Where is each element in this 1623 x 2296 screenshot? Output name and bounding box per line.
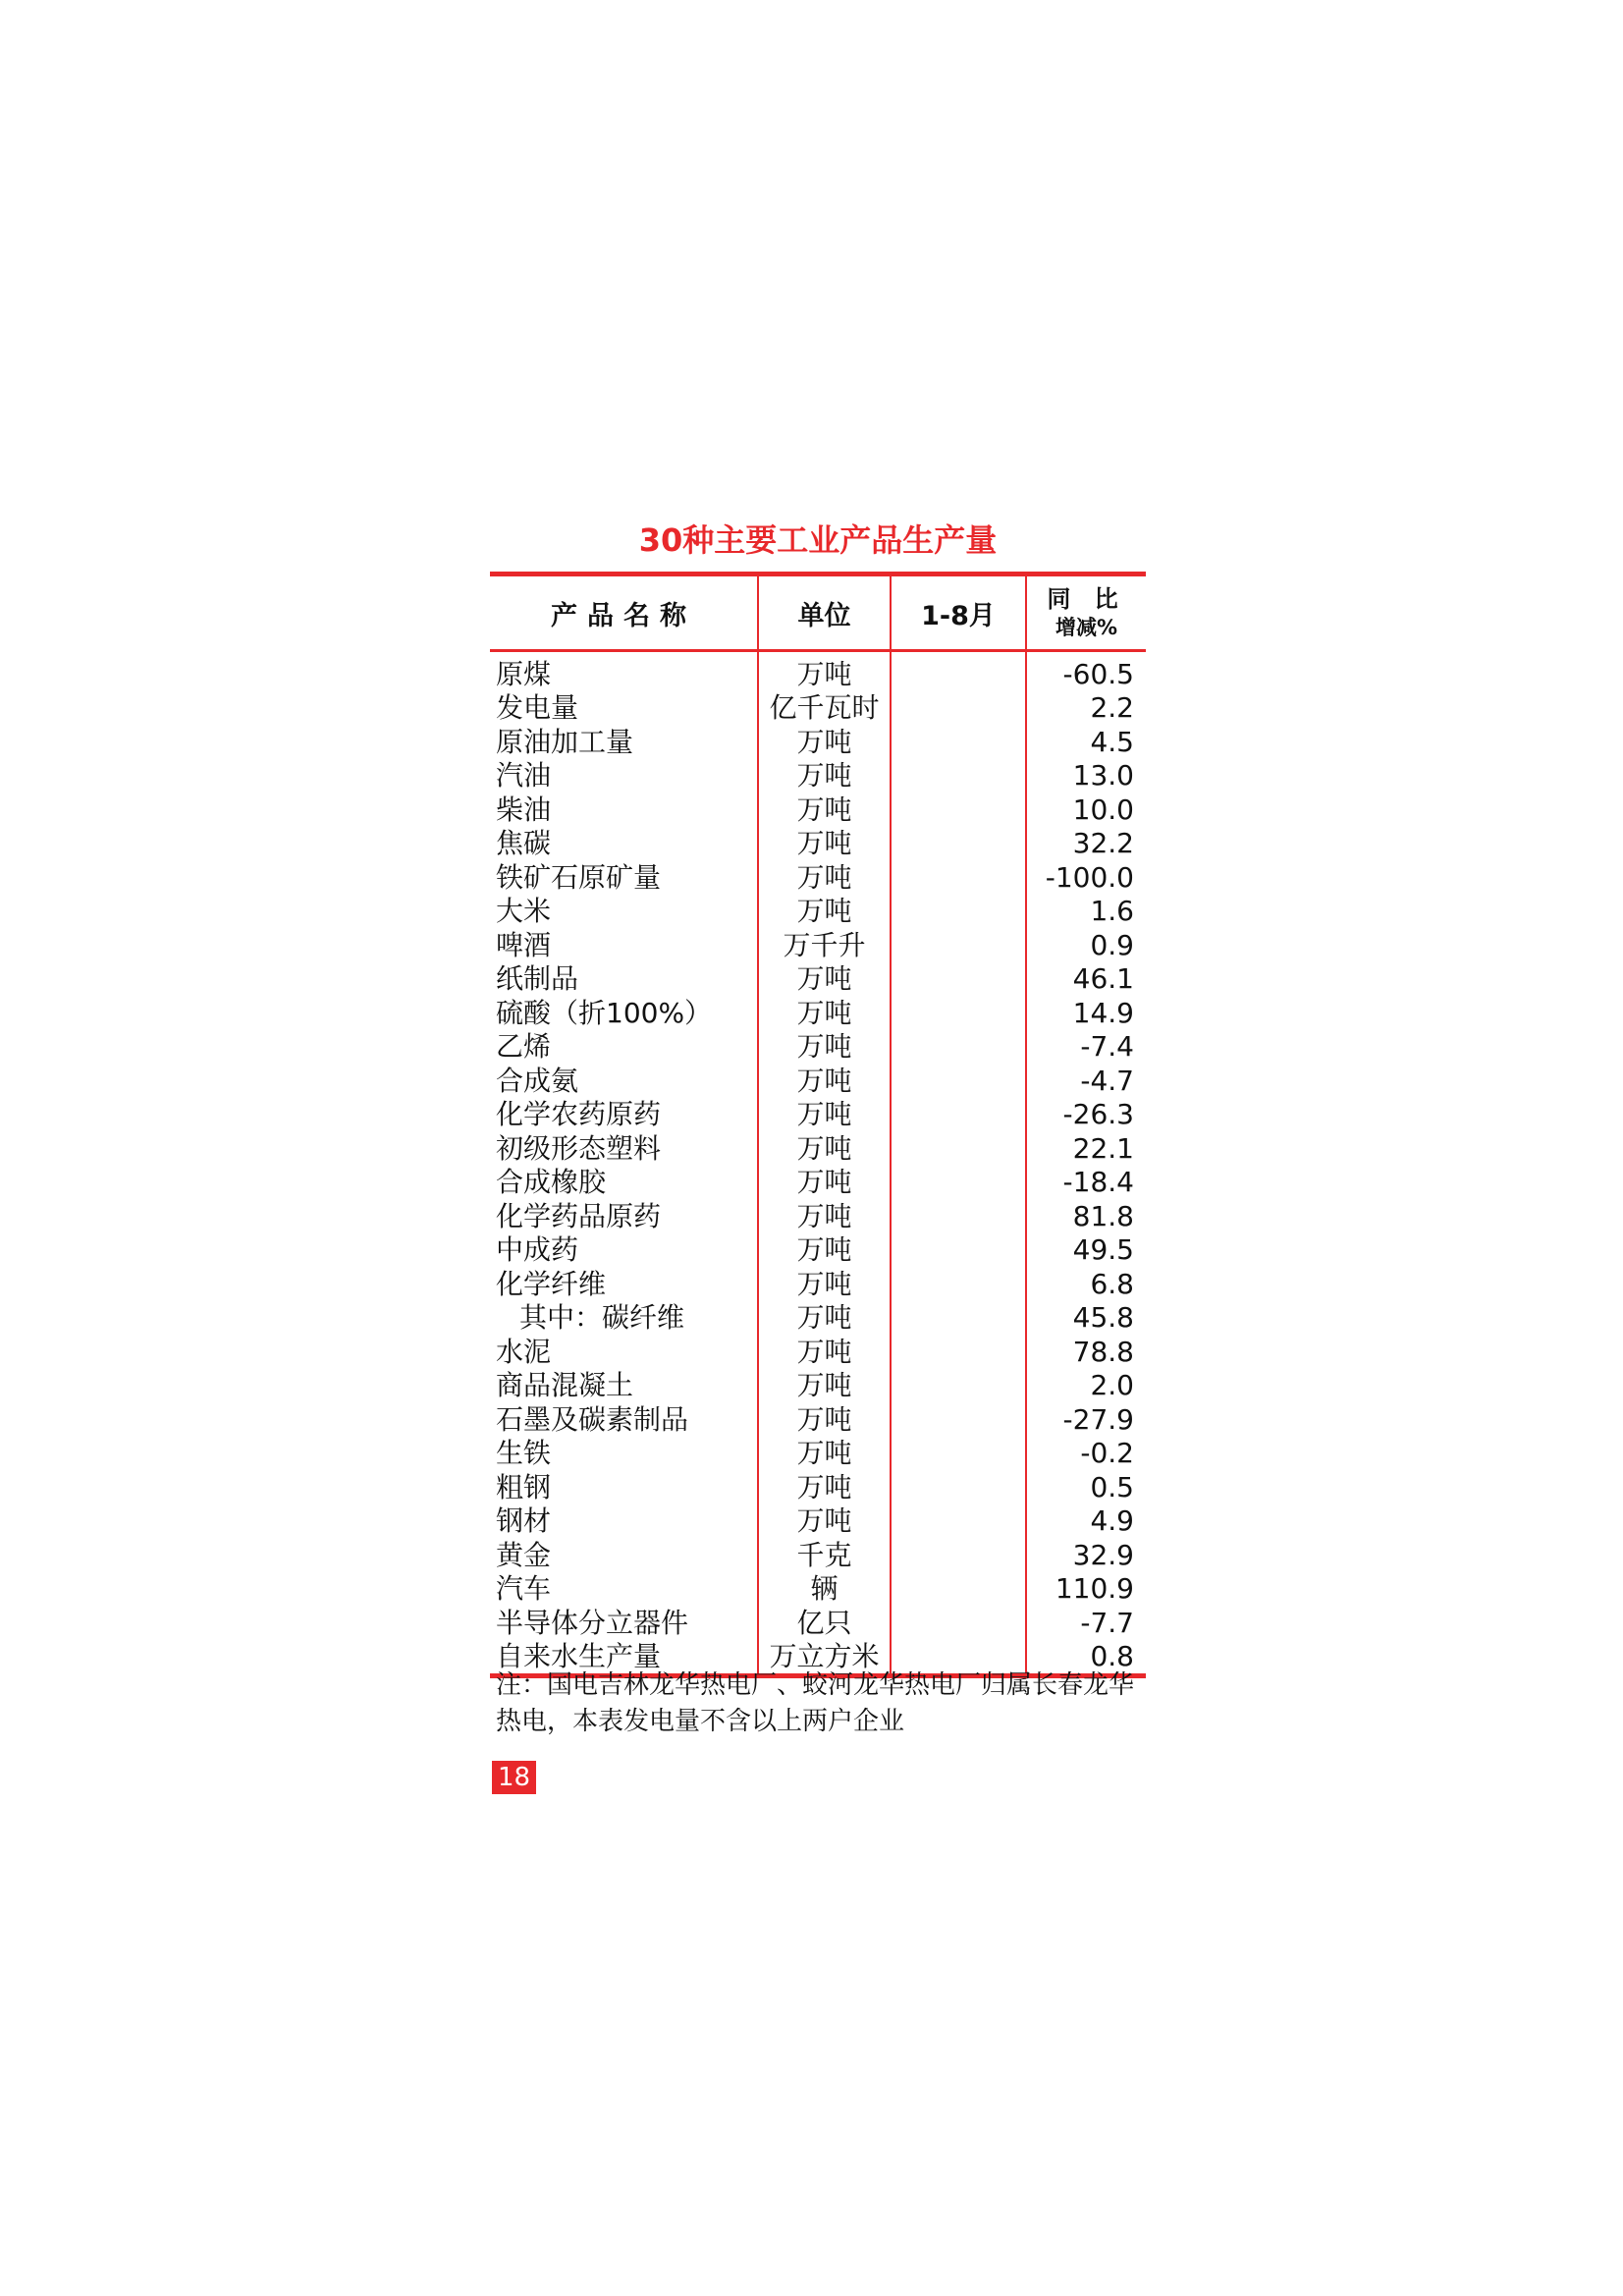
period-value-cell — [891, 895, 1026, 929]
unit-cell: 万吨 — [758, 1098, 891, 1132]
period-value-cell — [891, 929, 1026, 963]
product-name-cell: 黄金 — [496, 1538, 552, 1571]
product-name-cell: 钢材 — [496, 1504, 552, 1538]
yoy-change-cell: 32.2 — [1026, 827, 1146, 861]
table-row — [490, 726, 1146, 760]
table-row — [490, 1132, 1146, 1167]
unit-cell: 万吨 — [758, 1471, 891, 1505]
unit-cell: 万吨 — [758, 1132, 891, 1167]
product-name-cell: 乙烯 — [496, 1030, 552, 1064]
table-row — [490, 962, 1146, 997]
table-row — [490, 793, 1146, 828]
unit-cell: 万吨 — [758, 793, 891, 828]
period-value-cell — [891, 1403, 1026, 1438]
period-value-cell — [891, 1233, 1026, 1268]
product-name-cell: 半导体分立器件 — [496, 1606, 689, 1639]
yoy-change-cell: 6.8 — [1026, 1268, 1146, 1302]
unit-cell: 万吨 — [758, 1065, 891, 1099]
header-period: 1-8月 — [891, 574, 1026, 651]
table-row — [490, 1065, 1146, 1099]
unit-cell: 万吨 — [758, 1166, 891, 1200]
unit-cell: 万吨 — [758, 1504, 891, 1539]
table-row — [490, 929, 1146, 963]
unit-cell: 万吨 — [758, 962, 891, 997]
table-row — [490, 1539, 1146, 1573]
period-value-cell — [891, 1336, 1026, 1370]
unit-cell: 万吨 — [758, 827, 891, 861]
table-row — [490, 651, 1146, 692]
yoy-change-cell: -7.4 — [1026, 1030, 1146, 1065]
header-name: 产品名称 — [490, 574, 758, 651]
table-row — [490, 997, 1146, 1031]
unit-cell: 亿千瓦时 — [758, 691, 891, 726]
yoy-change-cell: 1.6 — [1026, 895, 1146, 929]
product-name-cell: 纸制品 — [496, 962, 579, 996]
yoy-change-cell: 13.0 — [1026, 759, 1146, 793]
yoy-change-cell: -0.2 — [1026, 1437, 1146, 1471]
period-value-cell — [891, 1369, 1026, 1403]
table-row — [490, 1437, 1146, 1471]
product-name-cell: 自来水生产量 — [490, 1640, 758, 1676]
table-row — [490, 1471, 1146, 1505]
product-name-cell: 水泥 — [496, 1335, 552, 1368]
table-row — [490, 1268, 1146, 1302]
yoy-change-cell: 45.8 — [1026, 1301, 1146, 1336]
yoy-change-cell: -27.9 — [1026, 1403, 1146, 1438]
yoy-change-cell: 110.9 — [1026, 1572, 1146, 1607]
table-header — [490, 574, 1146, 651]
header-yoy-line2: 增减% — [1055, 616, 1118, 639]
table-row — [490, 759, 1146, 793]
unit-cell: 千克 — [758, 1539, 891, 1573]
unit-cell: 万吨 — [758, 1030, 891, 1065]
period-value-cell — [891, 1268, 1026, 1302]
yoy-change-cell: 0.9 — [1026, 929, 1146, 963]
yoy-change-cell: -60.5 — [1026, 651, 1146, 692]
page-number: 18 — [492, 1761, 536, 1794]
period-value-cell — [891, 1539, 1026, 1573]
unit-cell: 万吨 — [758, 1336, 891, 1370]
yoy-change-cell: 2.2 — [1026, 691, 1146, 726]
table-row — [490, 1572, 1146, 1607]
table-row — [490, 1030, 1146, 1065]
unit-cell: 万吨 — [758, 1301, 891, 1336]
yoy-change-cell: 22.1 — [1026, 1132, 1146, 1167]
yoy-change-cell: 14.9 — [1026, 997, 1146, 1031]
table-row — [490, 895, 1146, 929]
product-name-cell: 焦碳 — [496, 827, 552, 860]
header-yoy-line1: 同 比 — [1047, 585, 1126, 613]
product-name-cell: 发电量 — [496, 691, 579, 725]
product-name-cell: 汽车 — [496, 1572, 552, 1606]
period-value-cell — [891, 1132, 1026, 1167]
period-value-cell — [891, 1607, 1026, 1641]
yoy-change-cell: 2.0 — [1026, 1369, 1146, 1403]
yoy-change-cell: -100.0 — [1026, 861, 1146, 896]
unit-cell: 万吨 — [758, 651, 891, 692]
footnote: 注：国电吉林龙华热电厂、蛟河龙华热电厂归属长春龙华热电，本表发电量不含以上两户企业 — [496, 1670, 1135, 1736]
table-body — [490, 651, 1146, 1676]
yoy-change-cell: 46.1 — [1026, 962, 1146, 997]
unit-cell: 万吨 — [758, 1437, 891, 1471]
period-value-cell — [891, 1572, 1026, 1607]
product-name-cell: 柴油 — [496, 793, 552, 826]
period-value-cell — [891, 1200, 1026, 1234]
period-value-cell — [891, 1065, 1026, 1099]
yoy-change-cell: -18.4 — [1026, 1166, 1146, 1200]
table-row — [490, 827, 1146, 861]
period-value-cell — [891, 962, 1026, 997]
period-value-cell — [891, 1030, 1026, 1065]
period-value-cell — [891, 827, 1026, 861]
unit-cell: 万吨 — [758, 1268, 891, 1302]
unit-cell: 万吨 — [758, 997, 891, 1031]
period-value-cell — [891, 1301, 1026, 1336]
yoy-change-cell: 4.5 — [1026, 726, 1146, 760]
table-row — [490, 1233, 1146, 1268]
table-row — [490, 1200, 1146, 1234]
unit-cell: 万吨 — [758, 1403, 891, 1438]
unit-cell: 万吨 — [758, 861, 891, 896]
unit-cell: 万吨 — [758, 726, 891, 760]
table-row — [490, 1166, 1146, 1200]
period-value-cell — [891, 1437, 1026, 1471]
period-value-cell — [891, 1504, 1026, 1539]
product-name-cell: 粗钢 — [496, 1470, 552, 1503]
product-name-cell: 铁矿石原矿量 — [496, 860, 662, 894]
period-value-cell — [891, 651, 1026, 692]
unit-cell: 万千升 — [758, 929, 891, 963]
product-name-cell: 中成药 — [496, 1233, 579, 1267]
product-name-cell: 合成氨 — [496, 1064, 579, 1097]
unit-cell: 亿只 — [758, 1607, 891, 1641]
table-row — [490, 1504, 1146, 1539]
product-name-cell: 原煤 — [496, 658, 552, 690]
period-value-cell — [891, 759, 1026, 793]
table-row — [490, 1098, 1146, 1132]
header-yoy — [1026, 574, 1146, 651]
yoy-change-cell: 32.9 — [1026, 1539, 1146, 1573]
industrial-products-table — [490, 572, 1146, 1678]
unit-cell: 万吨 — [758, 759, 891, 793]
yoy-change-cell: -4.7 — [1026, 1065, 1146, 1099]
product-name-cell: 商品混凝土 — [496, 1369, 634, 1402]
period-value-cell — [891, 726, 1026, 760]
unit-cell: 万吨 — [758, 1233, 891, 1268]
unit-cell: 万吨 — [758, 1200, 891, 1234]
period-value-cell — [891, 861, 1026, 896]
product-name-cell: 原油加工量 — [496, 725, 634, 758]
yoy-change-cell: 81.8 — [1026, 1200, 1146, 1234]
table-row — [490, 1607, 1146, 1641]
period-value-cell — [891, 1166, 1026, 1200]
yoy-change-cell: -26.3 — [1026, 1098, 1146, 1132]
table-title: 30种主要工业产品生产量 — [638, 521, 998, 559]
yoy-change-cell: 78.8 — [1026, 1336, 1146, 1370]
product-name-cell: 合成橡胶 — [496, 1166, 607, 1199]
table-row — [490, 1336, 1146, 1370]
product-name-cell: 石墨及碳素制品 — [496, 1402, 689, 1436]
yoy-change-cell: 4.9 — [1026, 1504, 1146, 1539]
yoy-change-cell: 49.5 — [1026, 1233, 1146, 1268]
yoy-change-cell: 10.0 — [1026, 793, 1146, 828]
unit-cell: 万吨 — [758, 1369, 891, 1403]
header-unit: 单位 — [758, 574, 891, 651]
product-name-cell: 其中：碳纤维 — [519, 1301, 685, 1335]
product-name-cell: 化学农药原药 — [496, 1098, 662, 1131]
period-value-cell — [891, 793, 1026, 828]
table-row — [490, 861, 1146, 896]
yoy-change-cell: -7.7 — [1026, 1607, 1146, 1641]
unit-cell: 万吨 — [758, 895, 891, 929]
product-name-cell: 硫酸（折100%） — [496, 996, 713, 1029]
product-name-cell: 啤酒 — [496, 928, 552, 961]
product-name-cell: 汽油 — [496, 759, 552, 793]
product-name-cell: 化学药品原药 — [496, 1199, 662, 1232]
unit-cell: 万立方米 — [758, 1640, 891, 1676]
product-name-cell: 大米 — [496, 895, 552, 928]
yoy-change-cell: 0.5 — [1026, 1471, 1146, 1505]
product-name-cell: 化学纤维 — [496, 1267, 607, 1300]
product-name-cell: 生铁 — [496, 1437, 552, 1470]
yoy-change-cell: 0.8 — [1026, 1640, 1146, 1676]
period-value-cell — [891, 1098, 1026, 1132]
table-row — [490, 1403, 1146, 1438]
table-row — [490, 1369, 1146, 1403]
period-value-cell — [891, 997, 1026, 1031]
table-row — [490, 1301, 1146, 1336]
table-row — [490, 691, 1146, 726]
unit-cell: 辆 — [758, 1572, 891, 1607]
period-value-cell — [891, 1471, 1026, 1505]
product-name-cell: 初级形态塑料 — [496, 1131, 662, 1165]
period-value-cell — [891, 691, 1026, 726]
